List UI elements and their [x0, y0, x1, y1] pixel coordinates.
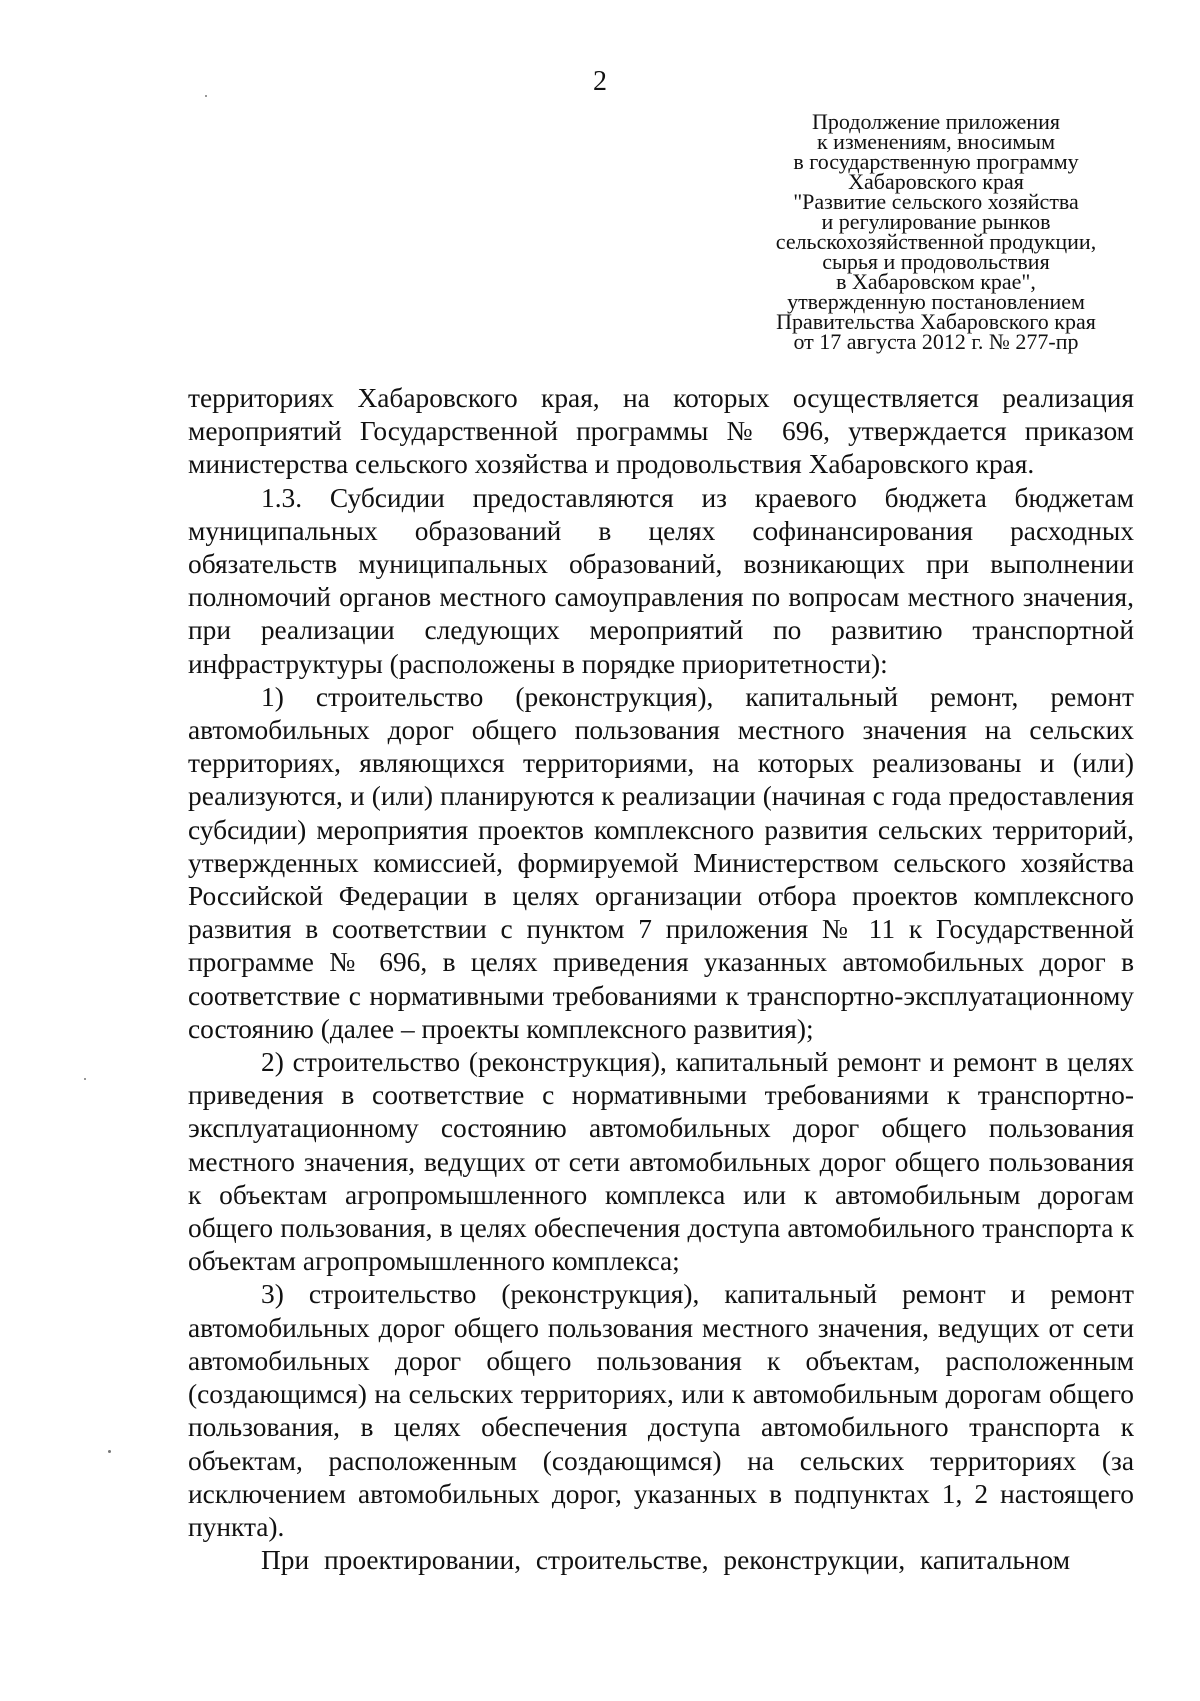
appendix-header: [738, 109, 1134, 354]
header-line: сырья и продовольствия: [822, 249, 1050, 274]
paragraph-1-3: 1.3. Субсидии предоставляются из краевого бюджета бюджетам муниципальных образований в целях софинансирования расходных обязательств муниципальных образований, возникающих при выполнении полномочий органов местного самоуправления по вопросам местного значения, при реализации следующих мероприятий по развитию транспортной инфраструктуры (расположены в порядке приоритетности):: [188, 482, 1134, 679]
scan-speck: [84, 1078, 86, 1080]
scan-speck: [108, 1450, 111, 1453]
paragraph-design: При проектировании, строительстве, реконструкции, капитальном: [261, 1545, 1071, 1576]
header-line: "Развитие сельского хозяйства: [793, 189, 1079, 214]
paragraph-continuation: территориях Хабаровского края, на которых осуществляется реализация мероприятий Государственной программы № 696, утверждается приказом министерства сельского хозяйства и продовольствия Хабаровского края.: [188, 383, 1134, 480]
body-text: [188, 382, 1134, 1577]
paragraph-item-2: 2) строительство (реконструкция), капитальный ремонт и ремонт в целях приведения в соответствие с нормативными требованиями к транспортно-эксплуатационному состоянию автомобильных дорог общего пользования местного значения, ведущих от сети автомобильных дорог общего пользования к объектам агропромышленного комплекса или к автомобильным дорогам общего пользования, в целях обеспечения доступа автомобильного транспорта к объектам агропромышленного комплекса;: [188, 1047, 1134, 1277]
header-line: к изменениям, вносимым: [816, 129, 1056, 154]
header-line: сельскохозяйственной продукции,: [775, 229, 1097, 254]
header-line: Хабаровского края: [848, 169, 1024, 194]
header-line: утвержденную постановлением: [787, 289, 1085, 314]
header-line: и регулирование рынков: [821, 209, 1051, 234]
page-number: 2: [593, 66, 607, 97]
header-line: в Хабаровском крае",: [836, 269, 1036, 294]
paragraph-item-1: 1) строительство (реконструкция), капитальный ремонт, ремонт автомобильных дорог общего пользования местного значения на сельских территориях, являющихся территориями, на которых реализованы и (или) реализуются, и (или) планируются к реализации (начиная с года предоставления субсидии) мероприятия проектов комплексного развития сельских территорий, утвержденных комиссией, формируемой Министерством сельского хозяйства Российской Федерации в целях организации отбора проектов комплексного развития в соответствии с пунктом 7 приложения № 11 к Государственной программе № 696, в целях приведения указанных автомобильных дорог в соответствие с нормативными требованиями к транспортно-эксплуатационному состоянию (далее – проекты комплексного развития);: [188, 681, 1134, 1044]
header-line: Правительства Хабаровского края: [776, 309, 1096, 334]
header-line: Продолжение приложения: [812, 109, 1060, 134]
header-line: в государственную программу: [793, 149, 1079, 174]
paragraph-item-3: 3) строительство (реконструкция), капитальный ремонт и ремонт автомобильных дорог общего пользования местного значения, ведущих от сети автомобильных дорог общего пользования к объектам, расположенным (создающимся) на сельских территориях, или к автомобильным дорогам общего пользования, в целях обеспечения доступа автомобильного транспорта к объектам, расположенным (создающимся) на сельских территориях (за исключением автомобильных дорог, указанных в подпунктах 1, 2 настоящего пункта).: [188, 1279, 1134, 1542]
scan-speck: [205, 95, 207, 97]
header-line: от 17 августа 2012 г. № 277-пр: [793, 329, 1079, 354]
